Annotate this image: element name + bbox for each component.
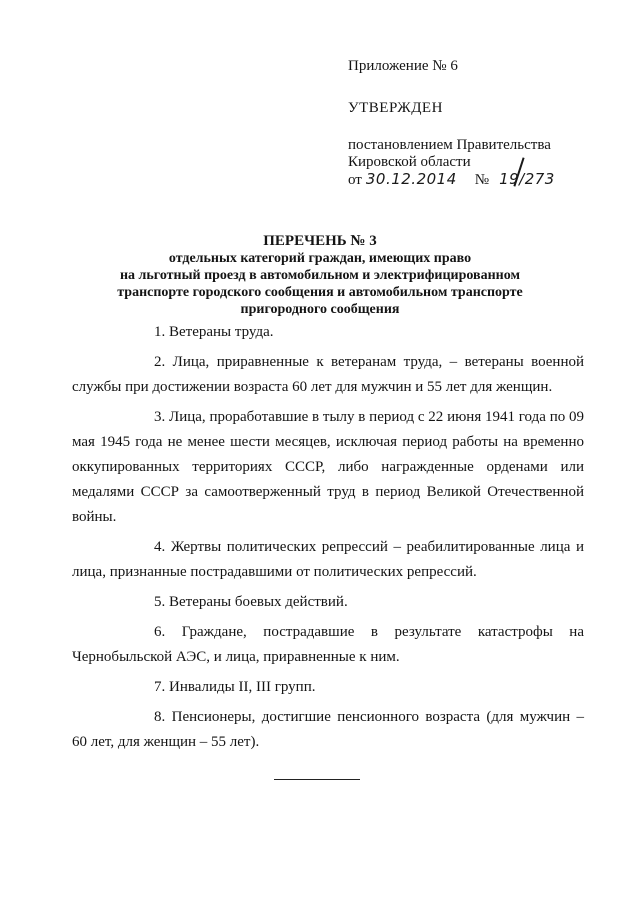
item-text: Лица, проработавшие в тылу в период с 22 июня 1941 года по 09 мая 1945 года не менее шести месяцев, исключая период работы на временно оккупированных территориях СССР, либо награжденные орденами или медалями СССР за самоотверженный труд в период Великой Отечественной войны. (72, 409, 584, 525)
list-item (72, 675, 584, 700)
decree-line-2: Кировской области (348, 154, 471, 170)
item-number: 1. (154, 324, 166, 340)
decree-line-1: постановлением Правительства (348, 137, 551, 153)
date-prefix: от (348, 172, 362, 188)
item-text: Пенсионеры, достигшие пенсионного возраста (для мужчин – 60 лет, для женщин – 55 лет). (72, 709, 585, 750)
item-number: 2. (154, 354, 166, 370)
item-text: Инвалиды II, III групп. (169, 679, 316, 695)
item-text: Ветераны боевых действий. (169, 594, 348, 610)
title-line-4: пригородного сообщения (240, 302, 400, 317)
item-number: 8. (154, 709, 166, 725)
list-item (72, 350, 584, 400)
list-item (72, 535, 584, 585)
item-number: 3. (154, 409, 166, 425)
item-text: Жертвы политических репрессий – реабилитированные лица и лица, признанные пострадавшими от политических репрессий. (72, 539, 584, 580)
decree-date-number-line (348, 171, 628, 189)
item-number: 7. (154, 679, 166, 695)
item-number: 6. (154, 624, 166, 640)
list-item (72, 590, 584, 615)
list-item (72, 320, 584, 345)
category-list (72, 320, 584, 760)
title-line-3: транспорте городского сообщения и автомобильном транспорте (117, 285, 523, 300)
approved-label: УТВЕРЖДЕН (348, 100, 443, 116)
decree-number (499, 171, 555, 188)
item-text: Ветераны труда. (169, 324, 274, 340)
number-prefix: № (474, 172, 490, 188)
closing-divider (274, 779, 360, 780)
list-item (72, 705, 584, 755)
decree-reference (348, 137, 628, 189)
decree-number-text: 19/273 (499, 170, 555, 188)
document-title (60, 232, 580, 318)
title-line-1: отдельных категорий граждан, имеющих право (168, 251, 472, 266)
list-item (72, 620, 584, 670)
item-text: Лица, приравненные к ветеранам труда, – ветераны военной службы при достижении возраста 60 лет для мужчин и 55 лет для женщин. (72, 354, 585, 395)
title-line-2: на льготный проезд в автомобильном и электрифицированном (119, 268, 520, 283)
title-main: ПЕРЕЧЕНЬ № 3 (263, 233, 377, 249)
item-text: Граждане, пострадавшие в результате катастрофы на Чернобыльской АЭС, и лица, приравненные к ним. (72, 624, 584, 665)
decree-date: 30.12.2014 (365, 170, 457, 188)
item-number: 5. (154, 594, 166, 610)
item-number: 4. (154, 539, 166, 555)
approval-block (348, 57, 628, 189)
list-item (72, 405, 584, 530)
annex-label: Приложение № 6 (348, 58, 458, 74)
